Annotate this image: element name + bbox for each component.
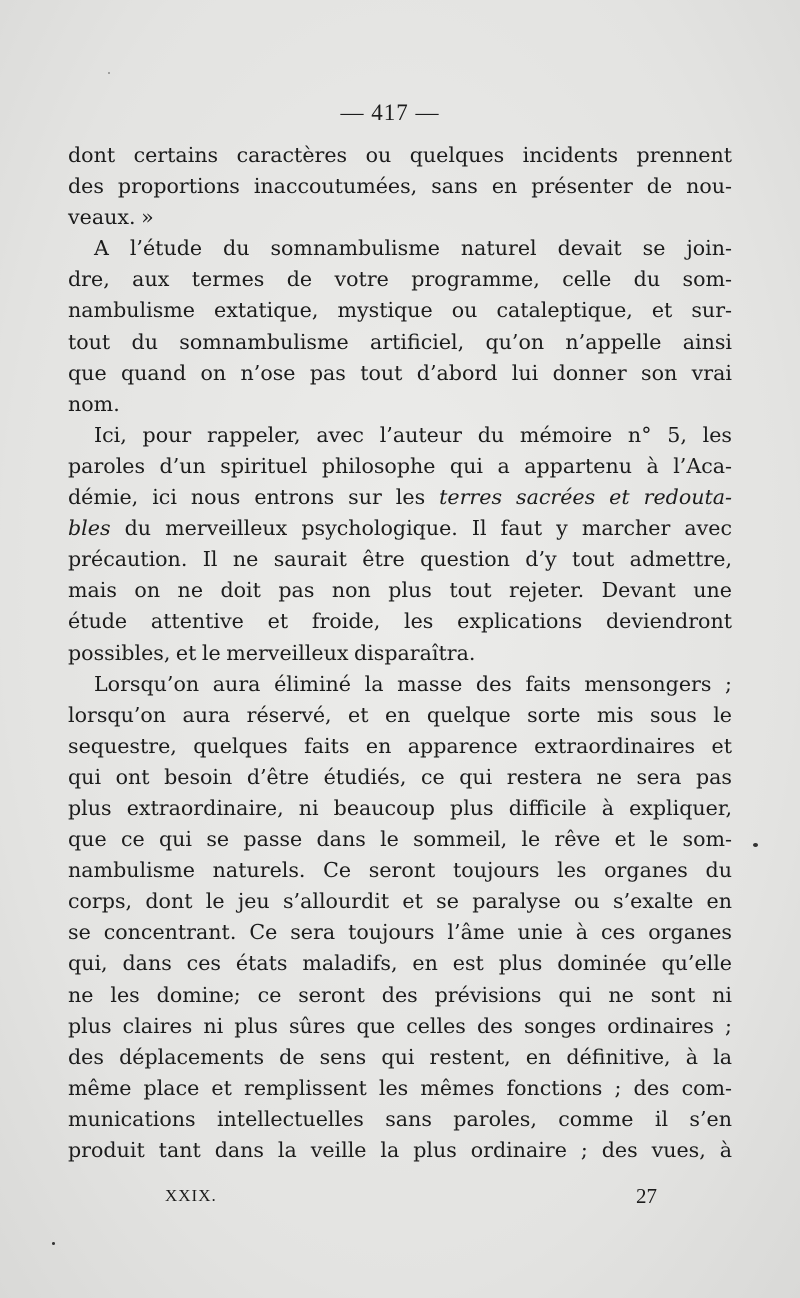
text-segment: du merveilleux psychologique. Il faut y marcher avec [110,516,732,541]
text-line: tout du somnambulisme artificiel, qu’on n’appelle ainsi [68,329,732,354]
text-line: plus extraordinaire, ni beaucoup plus difficile à expliquer, [68,795,732,820]
text-line: possibles, et le merveilleux disparaîtra. [68,640,476,665]
paragraph-2 [68,233,732,420]
text-line: des proportions inaccoutumées, sans en présenter de nou- [68,174,732,199]
text-line: nom. [68,391,120,416]
text-line: que ce qui se passe dans le sommeil, le rêve et le som- [68,827,732,852]
text-line: qui, dans ces états maladifs, en est plus dominée qu’elle [68,951,732,976]
text-line: étude attentive et froide, les explications deviendront [68,609,732,634]
sheet-number: 27 [636,1184,657,1208]
text-line: précaution. Il ne saurait être question d’y tout admettre, [68,547,732,572]
text-line: Ici, pour rappeler, avec l’auteur du mémoire n° 5, les [94,422,732,447]
text-line: corps, dont le jeu s’allourdit et se paralyse ou s’exalte en [68,889,732,914]
text-line: Lorsqu’on aura éliminé la masse des faits mensongers ; [94,671,732,696]
text-line-mixed [68,482,732,513]
text-segment: démie, ici nous entrons sur les [68,485,440,510]
italic-phrase: bles [68,516,111,541]
text-line: nambulisme extatique, mystique ou cataleptique, et sur- [68,298,732,323]
paragraph-3 [68,420,732,669]
text-line: se concentrant. Ce sera toujours l’âme unie à ces organes [68,920,732,945]
text-line: A l’étude du somnambulisme naturel devait se join- [94,236,732,261]
text-line: dre, aux termes de votre programme, celle du som- [68,267,732,292]
text-line: nambulisme naturels. Ce seront toujours les organes du [68,858,732,883]
text-line: lorsqu’on aura réservé, et en quelque sorte mis sous le [68,702,732,727]
paragraph-1 [68,140,732,233]
ink-speck [753,843,758,847]
signature-mark: XXIX. [165,1186,217,1205]
text-line: plus claires ni plus sûres que celles des songes ordinaires ; [68,1013,732,1038]
ink-speck [52,1242,55,1245]
text-line: des déplacements de sens qui restent, en définitive, à la [68,1044,732,1069]
text-line: produit tant dans la veille la plus ordinaire ; des vues, à [68,1138,732,1162]
body-text [68,140,732,1166]
text-line [68,513,732,544]
text-line: dont certains caractères ou quelques incidents prennent [68,143,732,167]
ink-speck [108,72,110,74]
italic-phrase: terres sacrées et redouta- [439,485,732,510]
text-line: veaux. » [68,205,154,230]
text-line: qui ont besoin d’être étudiés, ce qui restera ne sera pas [68,764,732,789]
text-line: même place et remplissent les mêmes fonctions ; des com- [68,1075,732,1100]
text-line: ne les domine; ce seront des prévisions qui ne sont ni [68,982,732,1007]
text-line: munications intellectuelles sans paroles, comme il s’en [68,1106,732,1131]
text-line: mais on ne doit pas non plus tout rejeter. Devant une [68,578,732,603]
paragraph-4 [68,669,732,1167]
text-line: que quand on n’ose pas tout d’abord lui donner son vrai [68,360,732,385]
page-number: — 417 — [340,100,440,125]
text-line: sequestre, quelques faits en apparence extraordinaires et [68,733,732,758]
text-line: paroles d’un spirituel philosophe qui a appartenu à l’Aca- [68,453,732,478]
